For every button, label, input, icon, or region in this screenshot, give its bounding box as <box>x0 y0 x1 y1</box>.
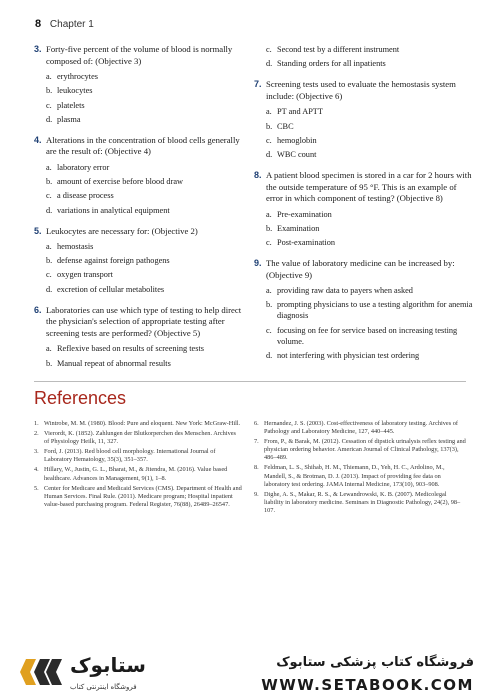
question-number: 3. <box>34 44 42 54</box>
question-6 <box>34 305 242 369</box>
question-text: Forty-five percent of the volume of blood is normally composed of: (Objective 3) <box>46 44 233 66</box>
reference-text: Center for Medicare and Medicaid Services (CMS). Department of Health and Human Services. Final Rule. (2011). Medicare program; Hospital inpatient value-based purchasing program. Federal Register, 76(88), 26489–26547. <box>44 484 242 508</box>
reference-text: Vierordt, K. (1852). Zahlungen der Blutkorperchen des Menschen. Archives of Physiology Heilk, 11, 327. <box>44 430 236 446</box>
store-name: فروشگاه کتاب پزشکی ستابوک <box>276 655 474 670</box>
option-item <box>46 162 242 173</box>
reference-text: Wintrobe, M. M. (1980). Blood: Pure and eloquent. New York: McGraw-Hill. <box>44 420 241 427</box>
option-text: a disease process <box>57 191 114 201</box>
option-letter: d. <box>46 205 53 215</box>
question-text: Screening tests used to evaluate the hemostasis system include: (Objective 6) <box>266 79 456 101</box>
option-item <box>266 223 474 234</box>
reference-number: 5. <box>34 484 39 492</box>
brand-wordmark: ستابوک <box>70 653 146 677</box>
reference-item <box>254 464 466 488</box>
option-text: hemostasis <box>57 242 94 252</box>
option-text: not interfering with physician test ordering <box>277 350 420 360</box>
option-letter: a. <box>46 162 52 172</box>
option-item <box>46 190 242 201</box>
reference-item <box>34 466 242 482</box>
option-letter: a. <box>266 286 272 296</box>
option-item <box>266 299 474 321</box>
option-item <box>46 71 242 82</box>
option-item <box>266 237 474 248</box>
option-letter: b. <box>266 223 273 233</box>
reference-number: 7. <box>254 438 259 446</box>
reference-text: Ford, J. (2013). Red blood cell morphology. International Journal of Laboratory Hematology, 35(3), 351–357. <box>44 448 216 464</box>
question-number: 4. <box>34 134 42 145</box>
option-text: laboratory error <box>57 162 110 172</box>
option-text: oxygen transport <box>57 270 113 280</box>
question-3 <box>34 44 242 125</box>
question-number: 7. <box>254 79 262 90</box>
option-item <box>266 121 474 132</box>
questions-left-column <box>34 44 242 379</box>
option-letter: c. <box>266 135 272 145</box>
option-text: Standing orders for all inpatients <box>277 59 386 69</box>
option-letter: d. <box>266 59 273 69</box>
option-text: defense against foreign pathogens <box>57 256 170 266</box>
question-number: 9. <box>254 258 262 269</box>
reference-number: 8. <box>254 464 259 472</box>
reference-item <box>254 420 466 436</box>
option-text: PT and APTT <box>277 107 323 117</box>
option-letter: d. <box>266 149 273 159</box>
question-5 <box>34 226 242 295</box>
question-text: Laboratories can use which type of testing to help direct the physician's selection of appropriate testing after screening tests are performed? (Objective 5) <box>46 304 242 338</box>
question-number: 8. <box>254 169 262 180</box>
option-letter: c. <box>266 238 272 248</box>
option-letter: c. <box>46 191 52 201</box>
option-item <box>46 85 242 96</box>
option-text: amount of exercise before blood draw <box>57 177 184 187</box>
option-item <box>266 350 474 361</box>
reference-text: Feldman, L. S., Shihab, H. M., Thiemann, D., Yeh, H. C., Ardolino, M., Mandell, S., & Brotman, D. J. (2013). Impact of providing fee data on laboratory test ordering. JAMA Internal Medicine, 173(10), 903–908. <box>264 464 445 488</box>
references-right-column <box>254 420 466 517</box>
option-letter: a. <box>46 344 52 354</box>
option-text: Reflexive based on results of screening tests <box>57 344 204 354</box>
page-header <box>35 18 94 30</box>
option-letter: b. <box>266 121 273 131</box>
brand-tagline: فروشگاه اینترنتی کتاب <box>70 683 137 691</box>
option-letter: d. <box>46 284 53 294</box>
option-letter: d. <box>266 350 273 360</box>
reference-item <box>34 448 242 464</box>
option-item <box>46 255 242 266</box>
reference-item <box>34 485 242 509</box>
option-letter: b. <box>46 358 53 368</box>
option-text: leukocytes <box>57 86 93 96</box>
question-number: 6. <box>34 304 42 315</box>
option-text: variations in analytical equipment <box>57 205 170 215</box>
option-text: providing raw data to payers when asked <box>277 286 413 296</box>
reference-item <box>254 438 466 462</box>
option-text: prompting physicians to use a testing algorithm for anemia diagnosis <box>277 300 473 321</box>
option-letter: c. <box>46 270 52 280</box>
option-letter: b. <box>46 177 53 187</box>
option-letter: a. <box>46 72 52 82</box>
option-item <box>266 106 474 117</box>
option-text: CBC <box>277 121 294 131</box>
option-text: erythrocytes <box>57 72 99 82</box>
reference-number: 3. <box>34 448 39 456</box>
option-letter: a. <box>266 107 272 117</box>
option-item <box>266 325 474 347</box>
questions-right-column <box>254 44 474 371</box>
question-4 <box>34 135 242 216</box>
option-item <box>266 285 474 296</box>
question-7 <box>254 79 474 160</box>
reference-text: Dighe, A. S., Makar, R. S., & Lewandrowski, K. B. (2007). Medicolegal liability in laboratory medicine. Seminars in Diagnostic Pathology, 24(2), 98–107. <box>264 490 461 514</box>
reference-item <box>34 420 242 428</box>
reference-number: 6. <box>254 420 259 427</box>
option-letter: b. <box>46 256 53 266</box>
question-6-continued <box>254 44 474 69</box>
question-text: A patient blood specimen is stored in a car for 2 hours with the outside temperature of 95 °F. This is an example of error in which component of testing? (Objective 8) <box>266 169 472 204</box>
option-letter: b. <box>46 86 53 96</box>
option-text: excretion of cellular metabolites <box>57 284 165 294</box>
option-letter: d. <box>46 114 53 124</box>
option-text: focusing on fee for service based on increasing testing volume. <box>277 325 458 346</box>
question-text: Leukocytes are necessary for: (Objective 2) <box>46 225 198 236</box>
reference-text: Hillary, W., Justin, G. L., Bharat, M., & Jitendra, M. (2016). Value based healthcare. Advances in Management, 9(1), 1–8. <box>44 466 228 482</box>
reference-number: 2. <box>34 430 39 438</box>
question-9 <box>254 258 474 361</box>
option-item <box>46 205 242 216</box>
reference-text: Hernandez, J. S. (2003). Cost-effectiveness of laboratory testing. Archives of Pathology and Laboratory Medicine, 127, 440–445. <box>264 420 458 436</box>
option-item <box>46 114 242 125</box>
option-item <box>46 284 242 295</box>
reference-number: 4. <box>34 466 39 474</box>
option-item <box>46 358 242 369</box>
brand-logo-icon <box>18 655 66 689</box>
option-text: WBC count <box>277 149 317 159</box>
section-divider <box>34 381 466 382</box>
chapter-label: Chapter 1 <box>49 19 94 30</box>
references-left-column <box>34 420 242 511</box>
store-url-link[interactable]: WWW.SETABOOK.COM <box>261 676 474 694</box>
option-item <box>266 135 474 146</box>
option-item <box>46 100 242 111</box>
option-text: plasma <box>57 114 81 124</box>
question-number: 5. <box>34 225 42 236</box>
question-text: Alterations in the concentration of blood cells generally are the result of: (Objective 4) <box>46 134 240 157</box>
question-8 <box>254 170 474 248</box>
option-text: Pre-examination <box>277 209 332 219</box>
page-number: 8 <box>35 18 42 30</box>
option-letter: a. <box>46 242 52 252</box>
option-item <box>46 176 242 187</box>
option-text: Manual repeat of abnormal results <box>57 358 171 368</box>
option-text: hemoglobin <box>277 135 317 145</box>
reference-item <box>34 430 242 446</box>
option-item <box>266 44 474 55</box>
option-item <box>46 269 242 280</box>
option-letter: c. <box>266 325 272 335</box>
option-letter: c. <box>266 45 272 54</box>
option-text: Post-examination <box>277 238 336 248</box>
reference-item <box>254 491 466 515</box>
option-item <box>266 58 474 69</box>
option-letter: b. <box>266 300 273 310</box>
option-item <box>46 343 242 354</box>
option-text: platelets <box>57 100 85 110</box>
reference-text: From, P., & Barak, M. (2012). Cessation of dipstick urinalysis reflex testing and physician ordering behavior. American Journal of Clinical Pathology, 137(3), 486–489. <box>264 438 466 462</box>
question-text: The value of laboratory medicine can be increased by: (Objective 9) <box>266 258 455 280</box>
option-item <box>266 149 474 160</box>
reference-number: 1. <box>34 420 39 427</box>
option-item <box>266 209 474 220</box>
references-heading: References <box>34 388 127 408</box>
option-letter: a. <box>266 209 272 219</box>
option-text: Examination <box>277 223 320 233</box>
option-letter: c. <box>46 100 52 110</box>
option-item <box>46 241 242 252</box>
reference-number: 9. <box>254 490 259 498</box>
option-text: Second test by a different instrument <box>277 45 400 54</box>
